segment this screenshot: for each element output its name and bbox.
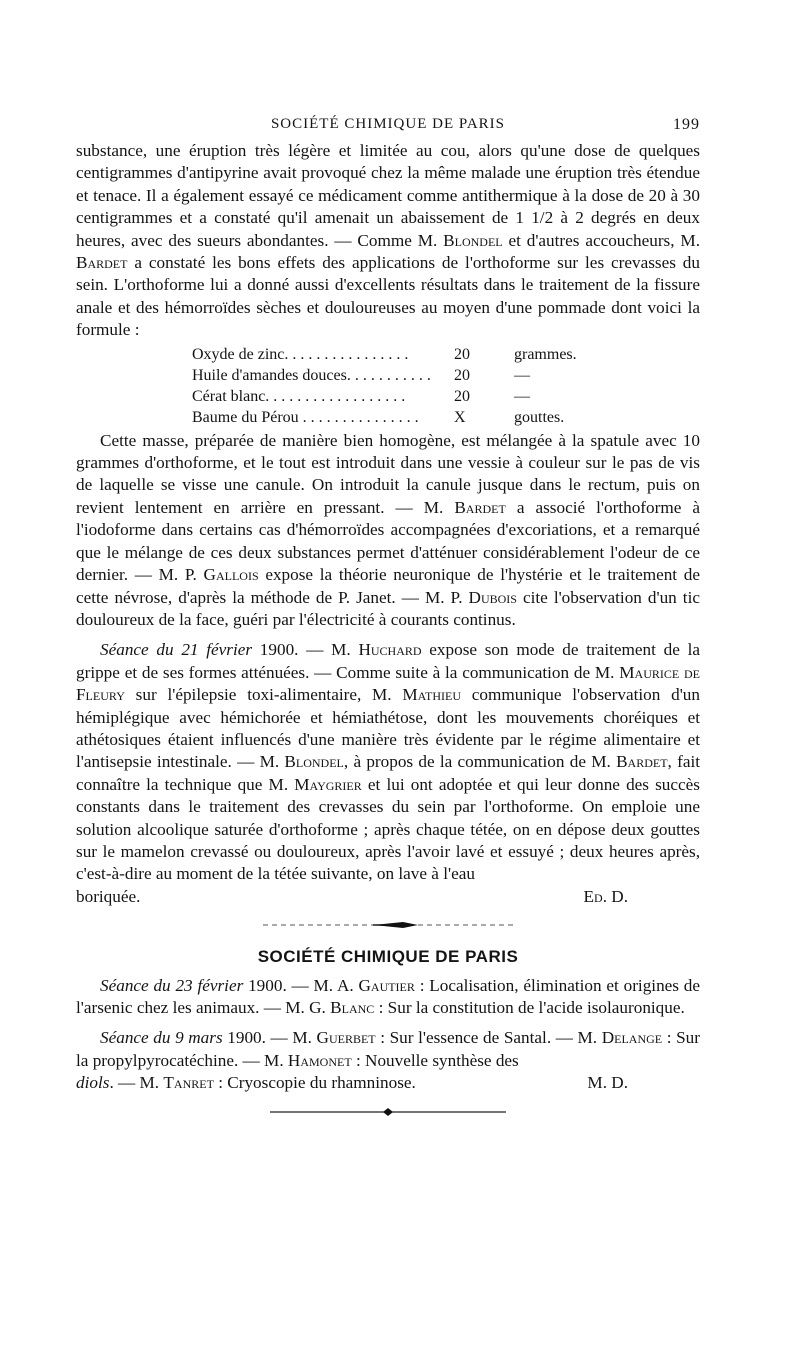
author-name: Mathieu [402, 685, 461, 705]
author-name: Blondel [443, 230, 503, 250]
running-header [76, 110, 700, 140]
signature-line: diols. — M. Tanret : Cryoscopie du rhamninose. M. D. [76, 1072, 700, 1094]
author-name: Maurice de Fleury [76, 662, 700, 705]
ointment-formula [192, 344, 700, 428]
article-body [76, 140, 700, 1117]
author-name: Dubois [468, 587, 517, 607]
formula-row: Baume du Pérou . . . . . . . . . . . . . . . X gouttes. [192, 408, 565, 426]
formula-row: Huile d'amandes douces. . . . . . . . . . . 20 — [192, 366, 530, 384]
paragraph-antipyrine: substance, une éruption très légère et limitée au cou, alors qu'une dose de quelques centigrammes d'antipyrine avait provoqué chez la même malade une éruption très étendue et tenace. Il a également essayé ce médicament comme antithermique à la dose de 20 à 30 centigrammes et a constaté qu'il amenait un abaissement de 1 1/2 à 2 degrés en deux heures, avec des sueurs abondantes. — Comme M. Blondel et d'autres accoucheurs, M. Bardet a constaté les bons effets des applications de l'orthoforme sur les crevasses du sein. L'orthoforme lui a donné aussi d'excellents résultats dans le traitement de la fissure anale et des hémorroïdes sèches et douloureuses au moyen d'une pommade dont voici la formule : [76, 141, 700, 340]
diamond-rule-icon [270, 1107, 506, 1117]
paragraph-seance-23-fevrier: Séance du 23 février 1900. — M. A. Gautier : Localisation, élimination et origines de l'arsenic chez les animaux. — M. G. Blanc : Sur la constitution de l'acide isolauronique. [76, 975, 701, 1017]
journal-page [76, 110, 700, 1117]
author-name: Blanc [330, 998, 375, 1017]
signature: Ed. D. [583, 886, 628, 906]
signature: M. D. [587, 1073, 628, 1093]
author-name: Bardet [616, 752, 668, 772]
author-name: Guerbet [316, 1028, 376, 1048]
author-name: Gallois [203, 565, 259, 585]
paragraph-seance-21-fevrier: Séance du 21 février 1900. — M. Huchard expose son mode de traitement de la grippe et de ses formes atténuées. — Comme suite à la communication de M. Maurice de Fleury sur l'épilepsie toxi-alimentaire, M. Mathieu communique l'observation d'un hémiplégique avec hémichorée et hémiathétose, dont les mouvements choréiques et athétosiques étaient influencés d'une manière très évidente par le régime alimentaire et l'antisepsie intestinale. — M. Blondel, à propos de la communication de M. Bardet, fait connaître la technique que M. Maygrier et lui ont adoptée et qui leur donne des succès constants dans le traitement des crevasses du sein par l'orthoforme. On emploie une solution alcoolique saturée d'orthoforme ; après chaque tétée, on en dépose deux gouttes sur le mamelon crevassé ou douloureux, après l'avoir lavé et essuyé ; deux heures après, c'est-à-dire au moment de la tétée suivante, on lave à l'eau [76, 640, 700, 884]
section-heading: SOCIÉTÉ CHIMIQUE DE PARIS [257, 947, 519, 967]
author-name: Gautier [358, 975, 415, 995]
session-date: Séance du 23 février [100, 975, 244, 995]
paragraph-orthoforme: Cette masse, préparée de manière bien homogène, est mélangée à la spatule avec 10 grammes d'orthoforme, et le tout est introduit dans une vessie à couleur sur le pas de vis de laquelle se visse une canule. On introduit la canule jusque dans le rectum, puis on revient lentement en arrière en pressant. — M. Bardet a associé l'orthoforme à l'iodoforme dans certains cas d'hémorroïdes accompagnées d'excoriations, et a remarqué que le mélange de ces deux substances permet d'atténuer considérablement l'odeur de ce dernier. — M. P. Gallois expose la théorie neuronique de l'hystérie et le traitement de cette névrose, d'après la méthode de P. Janet. — M. P. Dubois cite l'observation d'un tic douloureux de la face, guéri par l'électricité à courants continus. [76, 430, 701, 629]
ornamental-divider [76, 920, 700, 930]
formula-row: Cérat blanc. . . . . . . . . . . . . . . . . . 20 — [192, 387, 530, 405]
session-date: Séance du 21 février [100, 640, 253, 660]
author-name: Delange [601, 1028, 663, 1048]
paragraph-seance-9-mars: Séance du 9 mars 1900. — M. Guerbet : Sur l'essence de Santal. — M. Delange : Sur la propylpyrocatéchine. — M. Hamonet : Nouvelle synthèse des [76, 1028, 700, 1070]
author-name: Bardet [454, 497, 506, 517]
ornament-rule-icon [263, 920, 513, 930]
author-name: Maygrier [294, 774, 362, 794]
author-name: Blondel [284, 752, 344, 772]
author-name: Huchard [358, 640, 422, 660]
author-name: Bardet [76, 253, 128, 273]
author-name: Hamonet [287, 1050, 352, 1070]
signature-line: boriquée. Ed. D. [76, 886, 700, 908]
session-date: Séance du 9 mars [100, 1028, 223, 1048]
running-title: SOCIÉTÉ CHIMIQUE DE PARIS [270, 116, 506, 132]
closing-divider [76, 1107, 700, 1117]
page-number: 199 [673, 116, 700, 133]
formula-row: Oxyde de zinc. . . . . . . . . . . . . . . . 20 grammes. [192, 345, 577, 363]
author-name: Tanret [163, 1073, 214, 1093]
